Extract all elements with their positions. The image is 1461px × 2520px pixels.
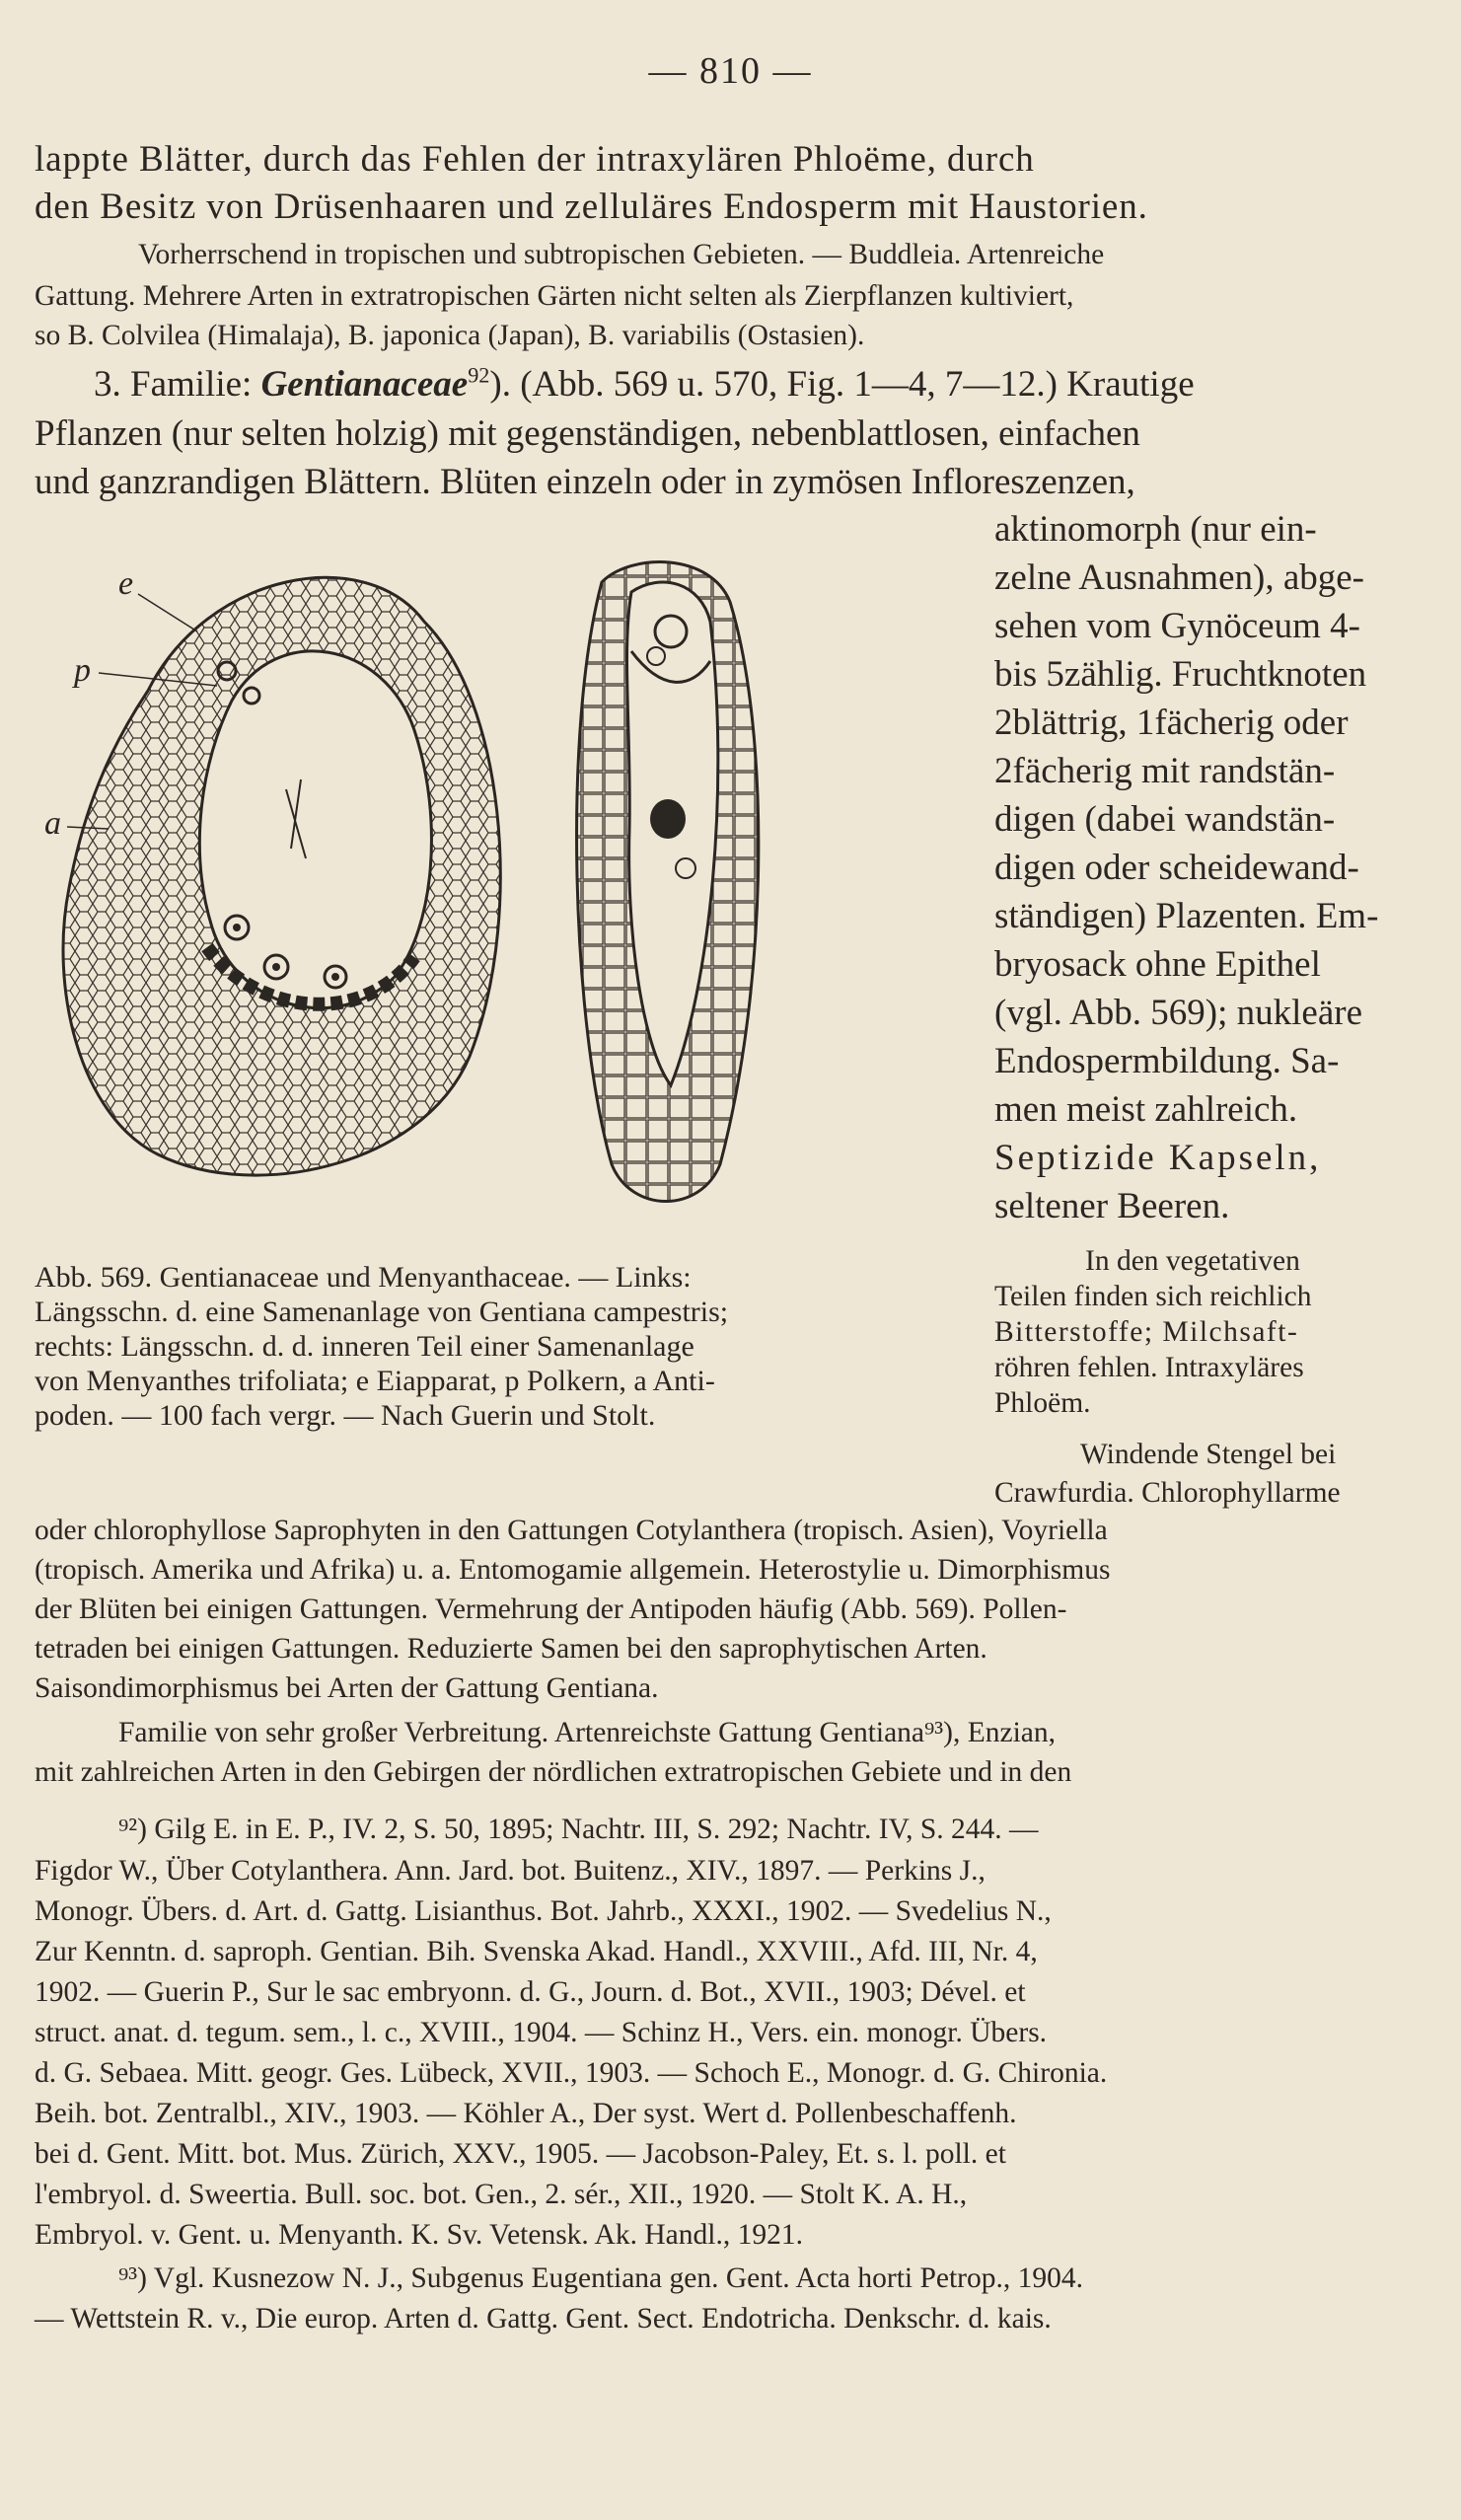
caption-line: poden. — 100 fach vergr. — Nach Guerin und Stolt. <box>35 1399 656 1432</box>
right-col-line: bryosack ohne Epithel <box>994 944 1321 985</box>
right-col-line: men meist zahlreich. <box>994 1089 1298 1130</box>
label-e: e <box>118 565 134 602</box>
right-col-line: Septizide Kapseln, <box>994 1138 1322 1178</box>
footnote-line: ⁹³) Vgl. Kusnezow N. J., Subgenus Eugentiana gen. Gent. Acta horti Petrop., 1904. <box>118 2262 1084 2294</box>
family-number: 3. Familie: <box>94 364 261 405</box>
para3-line3: und ganzrandigen Blättern. Blüten einzeln oder in zymösen Infloreszenzen, <box>35 462 1135 502</box>
ovule-section-figure <box>39 533 967 1233</box>
caption-line: rechts: Längsschn. d. d. inneren Teil einer Samenanlage <box>35 1330 694 1363</box>
para4-line: tetraden bei einigen Gattungen. Reduzierte Samen bei den saprophytischen Arten. <box>35 1633 987 1665</box>
footnote-ref-92: 92 <box>468 362 490 388</box>
right-col-line: bis 5zählig. Fruchtknoten <box>994 654 1367 695</box>
label-a: a <box>44 805 61 842</box>
caption-line: Längsschn. d. eine Samenanlage von Gentiana campestris; <box>35 1296 729 1328</box>
right-col-line: digen (dabei wandstän- <box>994 799 1336 840</box>
footnote-line: Embryol. v. Gent. u. Menyanth. K. Sv. Vetensk. Ak. Handl., 1921. <box>35 2219 803 2251</box>
right-small-line: Windende Stengel bei <box>1080 1439 1337 1470</box>
right-small-line: Teilen finden sich reichlich <box>994 1281 1312 1312</box>
para3-line1 <box>94 363 1195 406</box>
footnote-line: 1902. — Guerin P., Sur le sac embryonn. d. G., Journ. d. Bot., XVII., 1903; Dével. et <box>35 1976 1026 2008</box>
right-small-line: Crawfurdia. Chlorophyllarme <box>994 1477 1341 1509</box>
para1-line2: den Besitz von Drüsenhaaren und zelluläres Endosperm mit Haustorien. <box>35 186 1148 227</box>
right-col-line: 2blättrig, 1fächerig oder <box>994 703 1349 743</box>
para2-line1: Vorherrschend in tropischen und subtropischen Gebieten. — Buddleia. Artenreiche <box>138 239 1105 270</box>
right-col-line: Endospermbildung. Sa- <box>994 1041 1340 1081</box>
right-col-line: (vgl. Abb. 569); nukleäre <box>994 993 1362 1033</box>
footnote-line: struct. anat. d. tegum. sem., l. c., XVIII., 1904. — Schinz H., Vers. ein. monogr. Übers. <box>35 2017 1048 2048</box>
label-p: p <box>74 652 91 689</box>
footnote-line: d. G. Sebaea. Mitt. geogr. Ges. Lübeck, XVII., 1903. — Schoch E., Monogr. d. G. Chironia. <box>35 2057 1108 2089</box>
para2-line2: Gattung. Mehrere Arten in extratropischen Gärten nicht selten als Zierpflanzen kultiviert, <box>35 280 1074 312</box>
footnote-line: — Wettstein R. v., Die europ. Arten d. Gattg. Gent. Sect. Endotricha. Denkschr. d. kais. <box>35 2303 1052 2335</box>
caption-line: Abb. 569. Gentianaceae und Menyanthaceae. — Links: <box>35 1261 692 1294</box>
footnote-line: l'embryol. d. Sweertia. Bull. soc. bot. Gen., 2. sér., XII., 1920. — Stolt K. A. H., <box>35 2179 968 2210</box>
right-col-line: aktinomorph (nur ein- <box>994 509 1317 550</box>
right-col-line: digen oder scheidewand- <box>994 848 1359 888</box>
caption-line: von Menyanthes trifoliata; e Eiapparat, p Polkern, a Anti- <box>35 1365 715 1397</box>
para2-line3: so B. Colvilea (Himalaja), B. japonica (Japan), B. variabilis (Ostasien). <box>35 320 865 351</box>
left-ovule-drawing <box>44 565 500 1175</box>
right-col-line: ständigen) Plazenten. Em- <box>994 896 1379 936</box>
para5-line: Familie von sehr großer Verbreitung. Artenreichste Gattung Gentiana⁹³), Enzian, <box>118 1717 1057 1748</box>
family-name: Gentianaceae <box>260 364 469 405</box>
footnote-line: ⁹²) Gilg E. in E. P., IV. 2, S. 50, 1895; Nachtr. III, S. 292; Nachtr. IV, S. 244. — <box>118 1814 1039 1845</box>
right-small-line: röhren fehlen. Intraxyläres <box>994 1352 1304 1383</box>
footnote-line: Zur Kenntn. d. saproph. Gentian. Bih. Svenska Akad. Handl., XXVIII., Afd. III, Nr. 4, <box>35 1936 1038 1967</box>
para4-line: Saisondimorphismus bei Arten der Gattung Gentiana. <box>35 1672 659 1704</box>
para1-line1: lappte Blätter, durch das Fehlen der intraxylären Phloëme, durch <box>35 139 1035 180</box>
family-refs: ). (Abb. 569 u. 570, Fig. 1—4, 7—12.) Krautige <box>489 364 1195 405</box>
footnote-line: Monogr. Übers. d. Art. d. Gattg. Lisianthus. Bot. Jahrb., XXXI., 1902. — Svedelius N., <box>35 1895 1052 1927</box>
footnote-line: Figdor W., Über Cotylanthera. Ann. Jard. bot. Buitenz., XIV., 1897. — Perkins J., <box>35 1855 986 1887</box>
right-ovule-drawing <box>577 562 759 1202</box>
right-col-line: sehen vom Gynöceum 4- <box>994 606 1360 646</box>
para3-line2: Pflanzen (nur selten holzig) mit gegenständigen, nebenblattlosen, einfachen <box>35 413 1140 454</box>
para4-line: (tropisch. Amerika und Afrika) u. a. Entomogamie allgemein. Heterostylie u. Dimorphismus <box>35 1554 1111 1586</box>
para4-line: der Blüten bei einigen Gattungen. Vermehrung der Antipoden häufig (Abb. 569). Pollen- <box>35 1594 1067 1625</box>
page-number: — 810 — <box>648 50 813 92</box>
para4-line: oder chlorophyllose Saprophyten in den Gattungen Cotylanthera (tropisch. Asien), Voyriella <box>35 1515 1108 1546</box>
para5-line: mit zahlreichen Arten in den Gebirgen der nördlichen extratropischen Gebiete und in den <box>35 1756 1072 1788</box>
footnote-line: Beih. bot. Zentralbl., XIV., 1903. — Köhler A., Der syst. Wert d. Pollenbeschaffenh. <box>35 2098 1017 2129</box>
right-col-line: 2fächerig mit randstän- <box>994 751 1336 791</box>
right-col-line: seltener Beeren. <box>994 1186 1230 1226</box>
right-small-line: Phloëm. <box>994 1387 1091 1419</box>
right-col-line: zelne Ausnahmen), abge- <box>994 557 1364 598</box>
footnote-line: bei d. Gent. Mitt. bot. Mus. Zürich, XXV., 1905. — Jacobson-Paley, Et. s. l. poll. et <box>35 2138 1006 2170</box>
right-small-line: Bitterstoffe; Milchsaft- <box>994 1316 1299 1348</box>
right-small-line: In den vegetativen <box>1085 1245 1300 1277</box>
